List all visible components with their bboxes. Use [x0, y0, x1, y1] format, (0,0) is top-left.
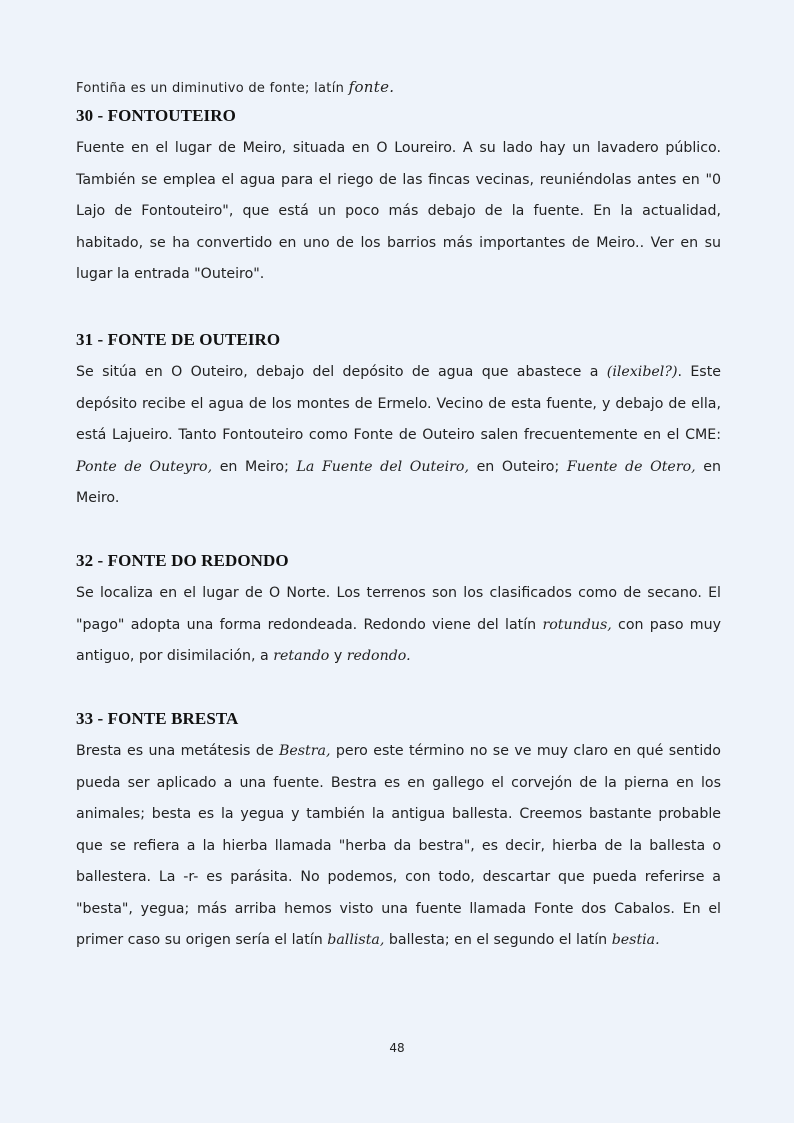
quoted-name: La Fuente del Outeiro,: [296, 458, 469, 475]
entry-body: [76, 357, 721, 515]
body-text: Se localiza en el lugar de O Norte. Los terrenos son los clasificados como de secano. El "pago" adopta una forma redondeada. Redondo viene del latín: [76, 585, 721, 633]
body-text: . Este depósito recibe el agua de los montes de Ermelo. Vecino de esta fuente, y debajo de ella, está Lajueiro. Tanto Fontouteiro como Fonte de Outeiro salen frecuentemente en el CME:: [76, 364, 721, 443]
body-text: en Outeiro;: [468, 458, 567, 475]
term: Bestra,: [278, 743, 331, 759]
body-text: con paso muy antiguo, por disimilación, a: [76, 616, 722, 664]
entry-31: [76, 330, 721, 515]
intro-latin-word: fonte.: [348, 78, 395, 96]
body-text: en Meiro;: [212, 458, 297, 475]
entry-32: [76, 551, 721, 673]
body-text: Fuente en el lugar de Meiro, situada en O Loureiro. A su lado hay un lavadero público. También se emplea el agua para el riego de las fincas vecinas, reuniéndolas antes en "0 Lajo de Fontouteiro", que está un poco más debajo de la fuente. En la actualidad, habitado, se ha convertido en uno de los barrios más importantes de Meiro.. Ver en su lugar la entrada "Outeiro".: [76, 140, 721, 282]
entry-body: [76, 133, 721, 291]
intro-text: Fontiña es un diminutivo de fonte; latín: [76, 81, 349, 96]
entry-heading: 32 - FONTE DO REDONDO: [76, 551, 289, 570]
derived-term: redondo.: [346, 648, 411, 664]
entry-heading: 30 - FONTOUTEIRO: [76, 106, 236, 125]
body-text: pero este término no se ve muy claro en qué sentido pueda ser aplicado a una fuente. Bestra es en gallego el corvejón de la pierna en los animales; besta es la yegua y también la antigua ballesta. Creemos bastante probable que se refiera a la hierba llamada "herba da bestra", es decir, hierba de la ballesta o ballestera. La -r- es parásita. No podemos, con todo, descartar que pueda referirse a "besta", yegua; más arriba hemos visto una fuente llamada Fonte dos Cabalos. En el primer caso su origen sería el latín: [76, 743, 721, 948]
entry-body: [76, 736, 721, 957]
body-text: Se sitúa en O Outeiro, debajo del depósito de agua que abastece a: [76, 364, 607, 380]
body-text: Bresta es una metátesis de: [76, 743, 279, 759]
entry-heading: 33 - FONTE BRESTA: [76, 709, 239, 728]
page-number: 48: [389, 1041, 405, 1055]
illegible-note: (ilexibel?): [606, 364, 678, 380]
body-text: en Meiro.: [76, 458, 721, 506]
body-text: ballesta; en el segundo el latín: [384, 932, 612, 948]
intro-line: [76, 78, 394, 96]
entry-heading: 31 - FONTE DE OUTEIRO: [76, 330, 281, 349]
entry-30: [76, 106, 721, 291]
latin-term: bestia.: [611, 932, 660, 948]
entry-body: [76, 578, 721, 673]
quoted-name: Fuente de Otero,: [566, 458, 696, 475]
body-text: y: [329, 648, 347, 664]
latin-term: ballista,: [327, 932, 385, 948]
derived-term: retando: [273, 648, 330, 664]
quoted-name: Ponte de Outeyro,: [76, 458, 213, 475]
latin-term: rotundus,: [542, 616, 612, 633]
entry-33: [76, 709, 721, 957]
